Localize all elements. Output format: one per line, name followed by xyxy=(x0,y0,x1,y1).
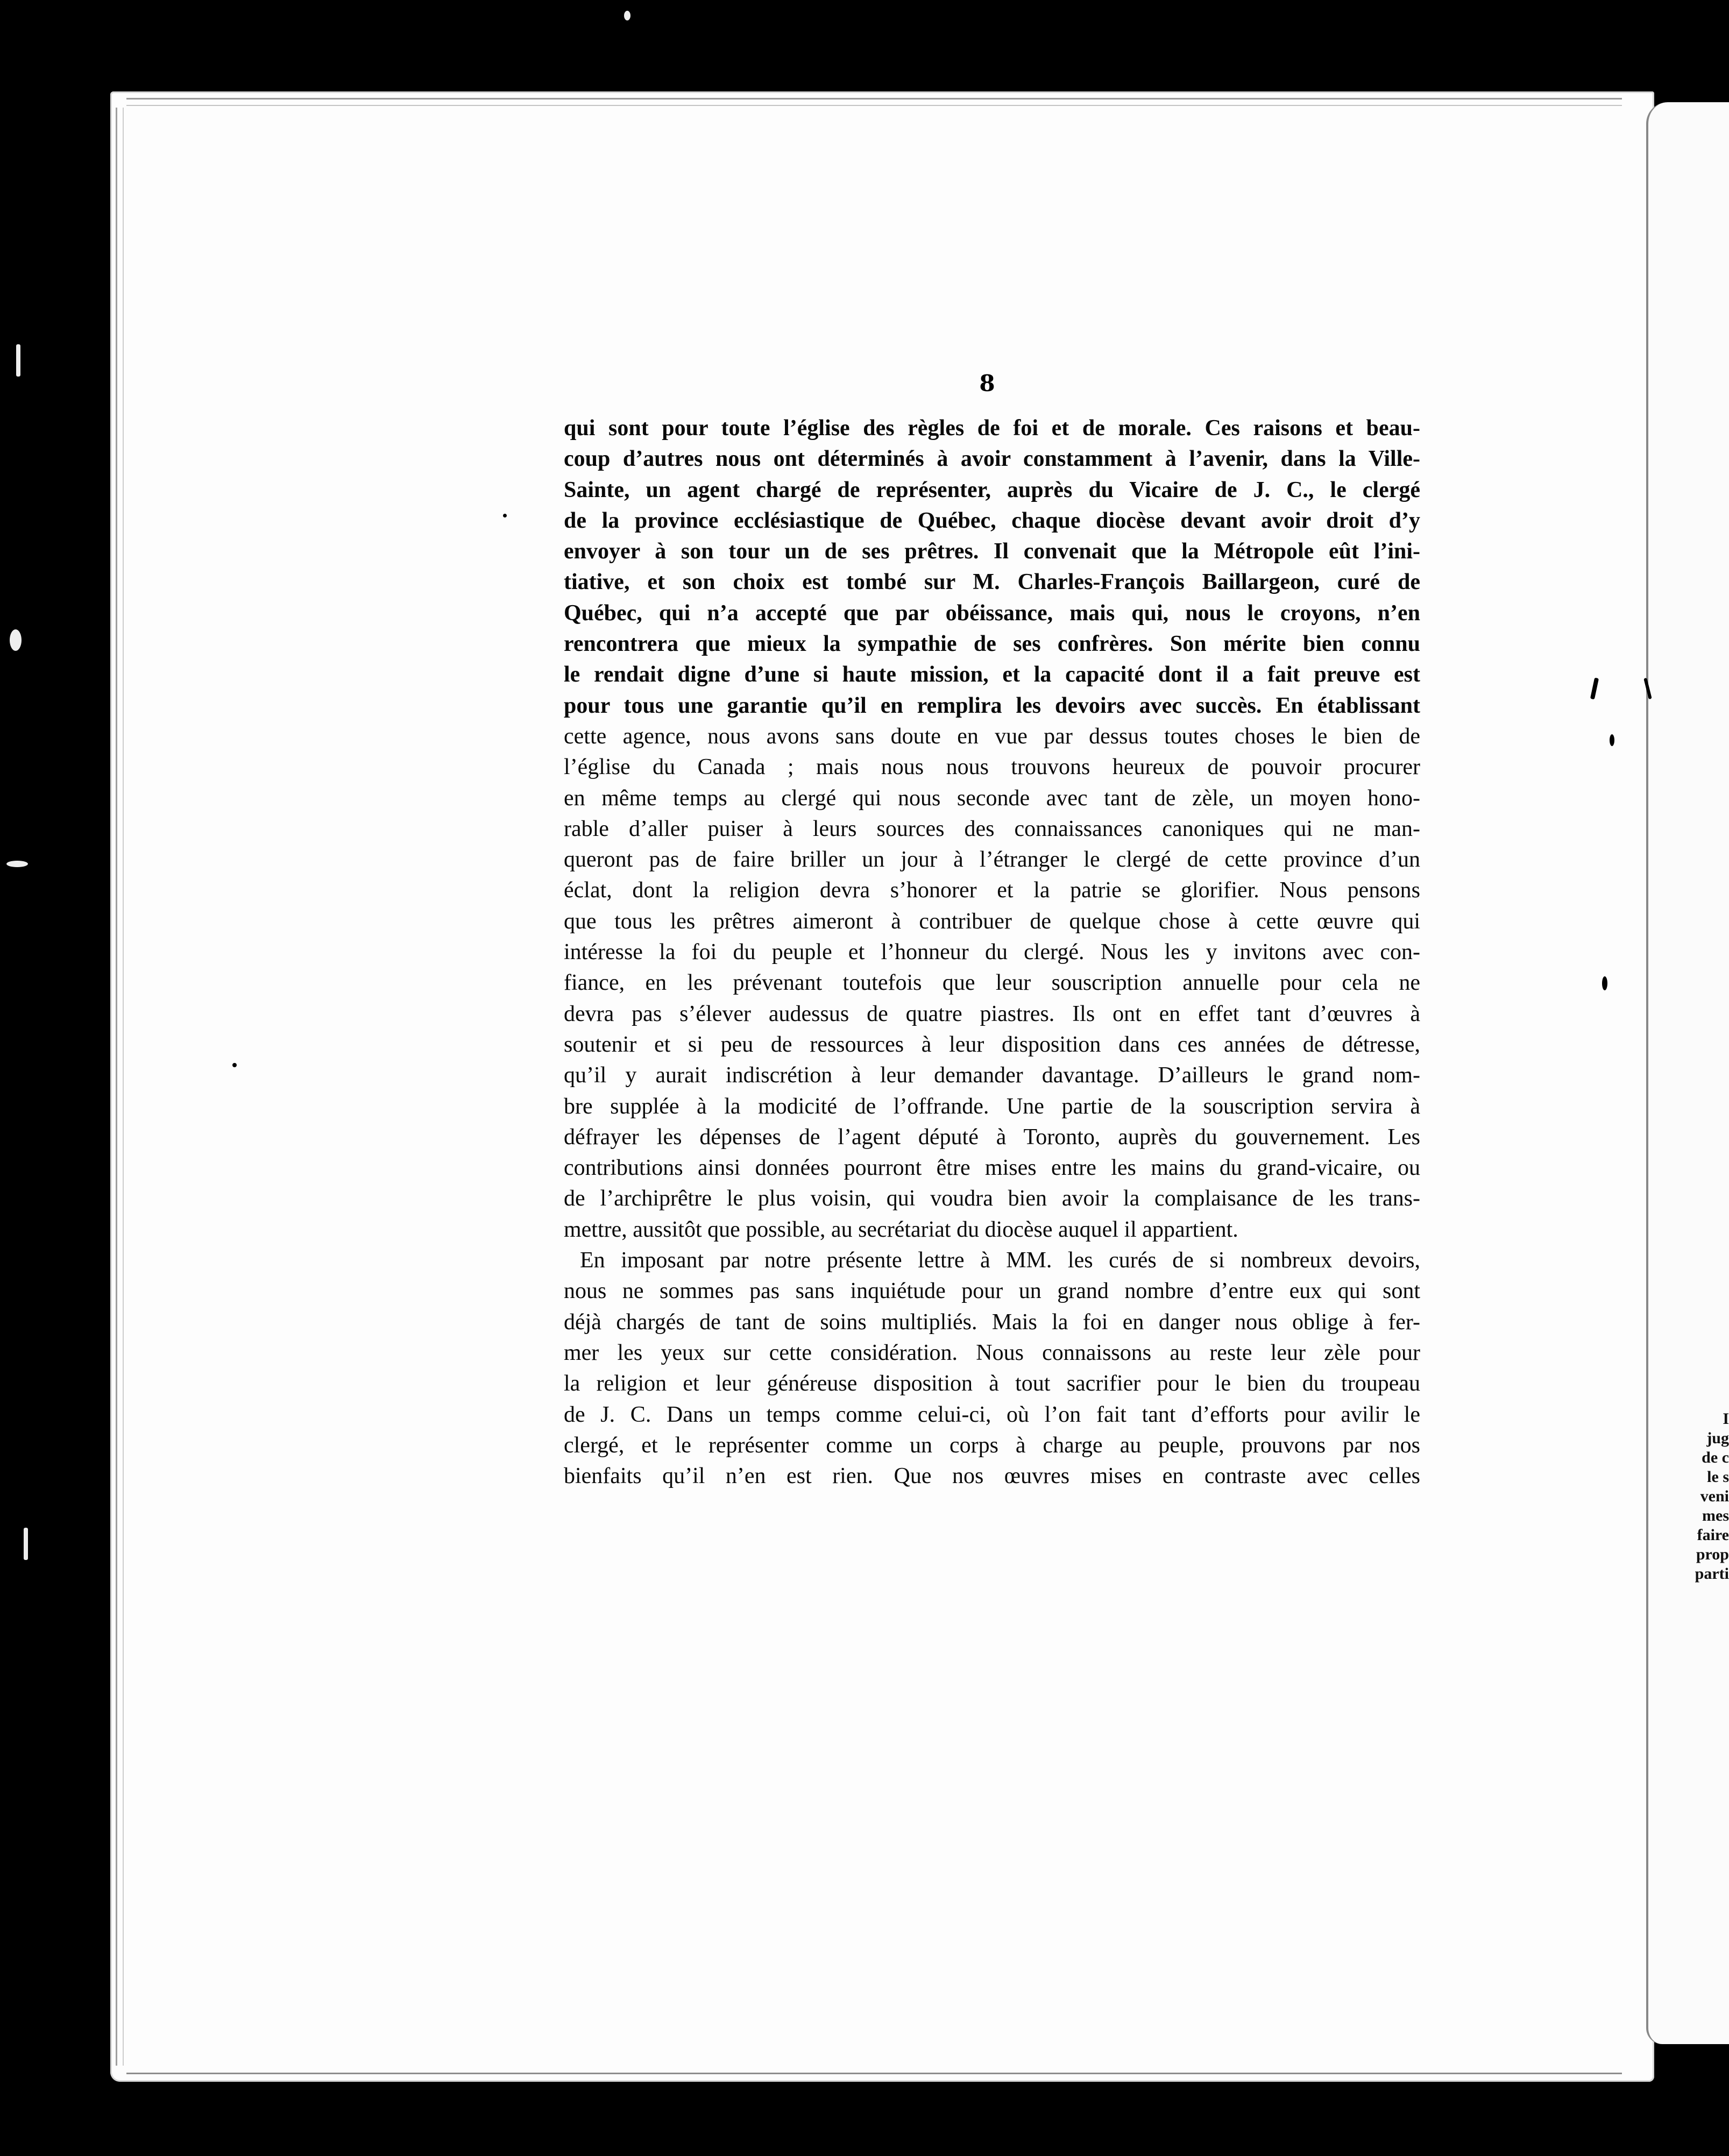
scan-speck xyxy=(24,1528,28,1560)
text-line: soutenir et si peu de ressources à leur disposition dans ces années de détresse, xyxy=(564,1032,1420,1057)
text-line: de J. C. Dans un temps comme celui-ci, où l’on fait tant d’efforts pour avilir le xyxy=(564,1402,1420,1427)
text-line: mer les yeux sur cette considération. Nous connaissons au reste leur zèle pour xyxy=(564,1340,1420,1365)
next-page-text-line: parti xyxy=(1695,1565,1729,1583)
text-line: éclat, dont la religion devra s’honorer et la patrie se glorifier. Nous pensons xyxy=(564,878,1420,903)
sheet-bottom-edge xyxy=(126,2068,1622,2074)
next-page-edge xyxy=(1646,102,1729,2044)
text-line: intéresse la foi du peuple et l’honneur du clergé. Nous les y invitons avec con- xyxy=(564,940,1420,965)
text-line: de l’archiprêtre le plus voisin, qui voudra bien avoir la complaisance de les trans- xyxy=(564,1186,1420,1211)
text-line: devra pas s’élever audessus de quatre piastres. Ils ont en effet tant d’œuvres à xyxy=(564,1001,1420,1026)
text-line: coup d’autres nous ont déterminés à avoir constamment à l’avenir, dans la Ville- xyxy=(564,446,1420,472)
scan-speck xyxy=(232,1063,237,1067)
text-line: qu’il y aurait indiscrétion à leur demander davantage. D’ailleurs le grand nom- xyxy=(564,1063,1420,1088)
text-line: rencontrera que mieux la sympathie de ses confrères. Son mérite bien connu xyxy=(564,632,1420,657)
next-page-text-line: jug xyxy=(1706,1429,1729,1447)
scan-speck xyxy=(16,344,20,377)
text-line: qui sont pour toute l’église des règles de foi et de morale. Ces raisons et beau- xyxy=(564,416,1420,441)
text-line: bienfaits qu’il n’en est rien. Que nos œuvres mises en contraste avec celles xyxy=(564,1464,1420,1489)
scan-speck xyxy=(10,629,22,651)
next-page-text-line: veni xyxy=(1700,1487,1729,1505)
scan-speck xyxy=(1602,976,1607,990)
text-line: contributions ainsi données pourront être mises entre les mains du grand-vicaire, ou xyxy=(564,1155,1420,1181)
text-line: l’église du Canada ; mais nous nous trouvons heureux de pouvoir procurer xyxy=(564,755,1420,780)
text-line: cette agence, nous avons sans doute en vue par dessus toutes choses le bien de xyxy=(564,724,1420,749)
next-page-text-line: I xyxy=(1723,1410,1729,1428)
text-line: fiance, en les prévenant toutefois que leur souscription annuelle pour cela ne xyxy=(564,970,1420,996)
scan-speck xyxy=(624,11,630,20)
text-line: clergé, et le représenter comme un corps à charge au peuple, prouvons par nos xyxy=(564,1432,1420,1458)
next-page-text-line: le s xyxy=(1707,1468,1729,1486)
text-line: pour tous une garantie qu’il en remplira les devoirs avec succès. En établissant xyxy=(564,693,1420,718)
text-line: queront pas de faire briller un jour à l’étranger le clergé de cette province d’un xyxy=(564,847,1420,873)
text-line: que tous les prêtres aimeront à contribuer de quelque chose à cette œuvre qui xyxy=(564,909,1420,934)
text-line: envoyer à son tour un de ses prêtres. Il convenait que la Métropole eût l’ini- xyxy=(564,539,1420,564)
text-line: Sainte, un agent chargé de représenter, auprès du Vicaire de J. C., le clergé xyxy=(564,477,1420,502)
text-line: rable d’aller puiser à leurs sources des connaissances canoniques qui ne man- xyxy=(564,816,1420,841)
sheet-left-edge xyxy=(116,108,124,2066)
text-line: déjà chargés de tant de soins multipliés. Mais la foi en danger nous oblige à fer- xyxy=(564,1309,1420,1335)
next-page-text-line: de c xyxy=(1702,1449,1729,1466)
page-number: 8 xyxy=(979,370,995,396)
next-page-text-line: faire xyxy=(1697,1526,1729,1544)
next-page-text-line: prop xyxy=(1696,1545,1729,1563)
text-line: défrayer les dépenses de l’agent député à Toronto, auprès du gouvernement. Les xyxy=(564,1124,1420,1150)
text-line: tiative, et son choix est tombé sur M. Charles-François Baillargeon, curé de xyxy=(564,570,1420,595)
text-line: mettre, aussitôt que possible, au secrétariat du diocèse auquel il appartient. xyxy=(564,1217,1238,1242)
text-line: la religion et leur généreuse disposition à tout sacrifier pour le bien du troupeau xyxy=(564,1371,1420,1396)
next-page-text-line: mes xyxy=(1702,1507,1729,1524)
scan-speck xyxy=(503,514,507,517)
body-text xyxy=(564,413,1420,1492)
scan-speck xyxy=(6,861,28,867)
text-line: bre supplée à la modicité de l’offrande. Une partie de la souscription servira à xyxy=(564,1094,1420,1119)
text-line: en même temps au clergé qui nous seconde avec tant de zèle, un moyen hono- xyxy=(564,785,1420,811)
text-line: En imposant par notre présente lettre à MM. les curés de si nombreux devoirs, xyxy=(580,1248,1420,1273)
text-line: de la province ecclésiastique de Québec, chaque diocèse devant avoir droit d’y xyxy=(564,508,1420,533)
scan-speck xyxy=(1610,734,1614,746)
next-page-text-fragment xyxy=(1674,1409,1729,1584)
sheet-top-edge xyxy=(126,98,1622,106)
text-line: le rendait digne d’une si haute mission, et la capacité dont il a fait preuve est xyxy=(564,662,1420,687)
text-line: Québec, qui n’a accepté que par obéissance, mais qui, nous le croyons, n’en xyxy=(564,600,1420,626)
text-line: nous ne sommes pas sans inquiétude pour un grand nombre d’entre eux qui sont xyxy=(564,1279,1420,1304)
